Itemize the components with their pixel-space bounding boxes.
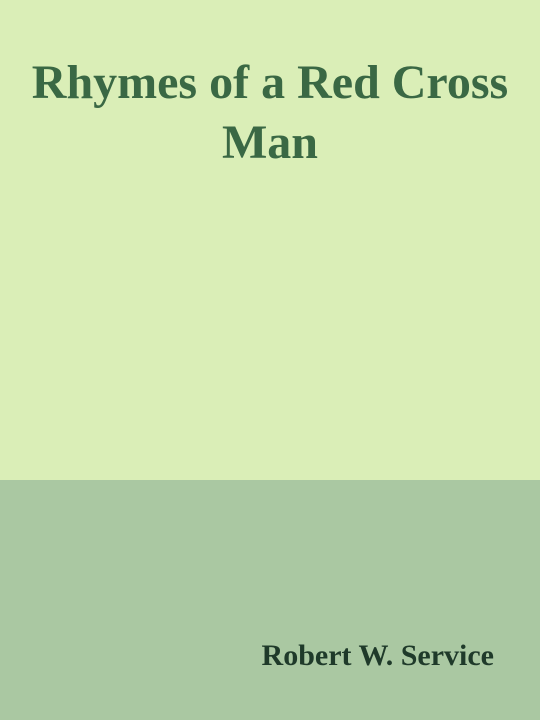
book-title: Rhymes of a Red Cross Man [31, 56, 509, 169]
cover-bottom-panel [0, 480, 540, 720]
book-author: Robert W. Service [261, 639, 494, 672]
